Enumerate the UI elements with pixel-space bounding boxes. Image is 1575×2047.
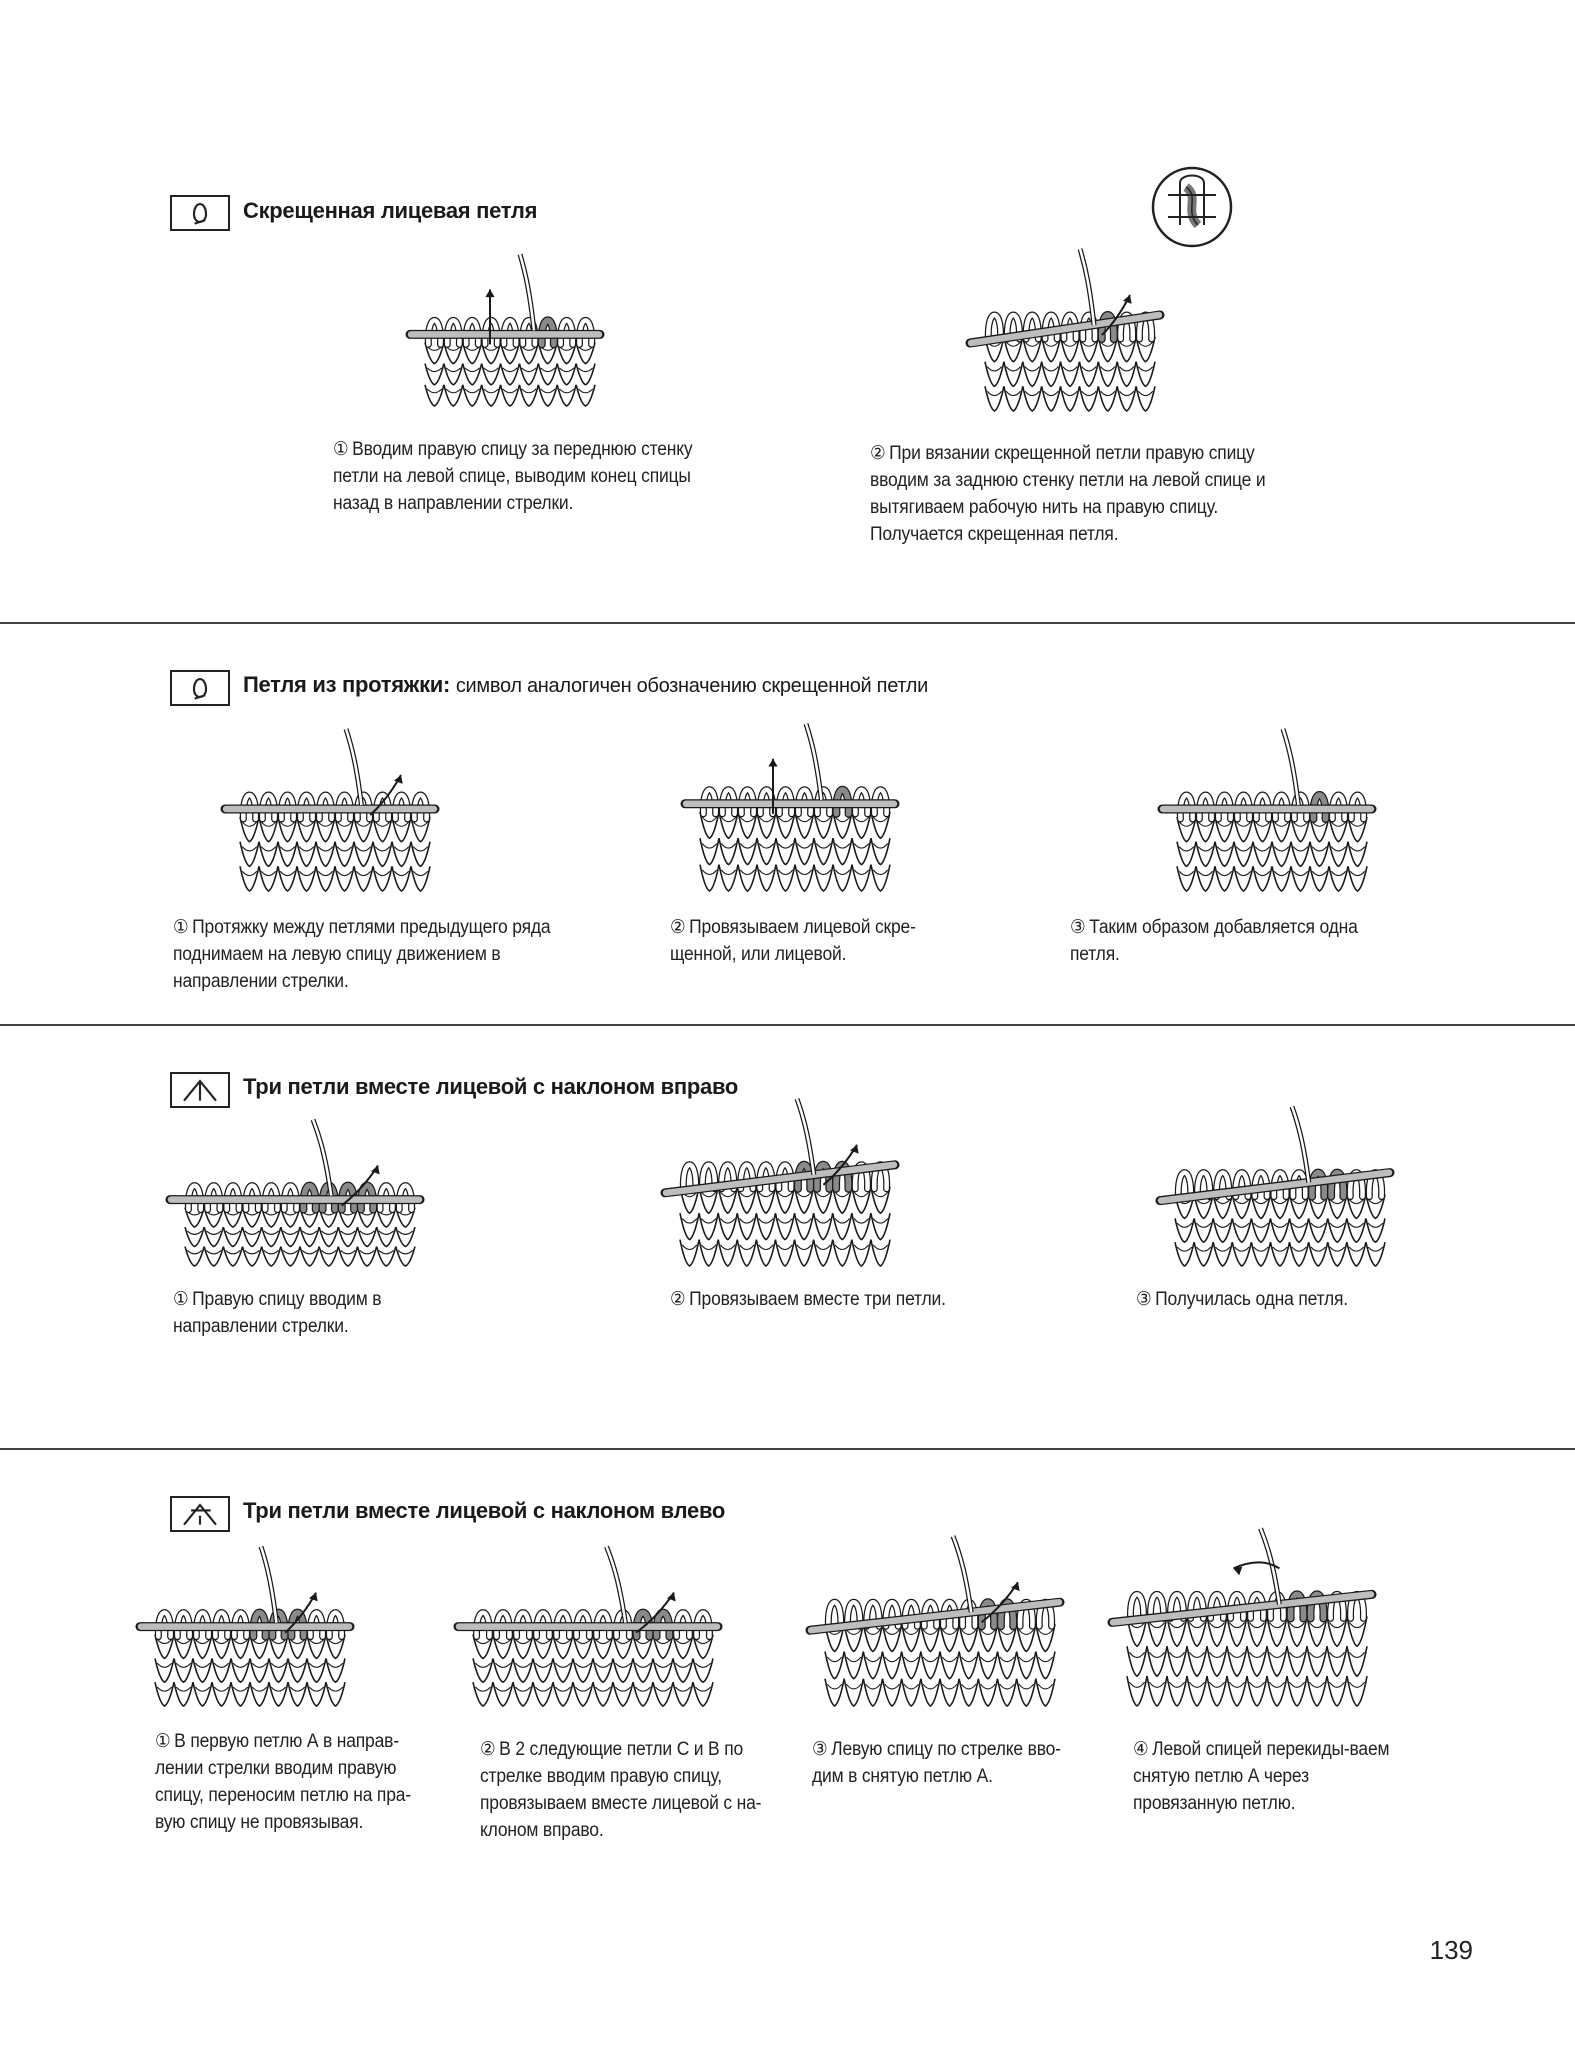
twisted-stitch-symbol-icon <box>170 195 230 231</box>
stitch-detail-circle-icon <box>1150 165 1234 249</box>
section-3-step-2: ② Провязываем вместе три петли. <box>670 1289 946 1310</box>
section-divider <box>0 622 1575 624</box>
section-2-step-1: ① Протяжку между петлями предыдущего ряда поднимаем на левую спицу движением в направлении стрелки. <box>173 917 551 992</box>
section-4-step-1: ① В первую петлю А в направ-лении стрелки вводим правую спицу, переносим петлю на пра-вую спицу не провязывая. <box>155 1731 411 1833</box>
illustration-3-1 <box>170 1150 430 1270</box>
section-3-title: Три петли вместе лицевой с наклоном вправо <box>243 1074 739 1099</box>
section-2-step-3: ③ Таким образом добавляется одна петля. <box>1070 917 1358 965</box>
illustration-2-2 <box>685 735 905 895</box>
section-divider <box>0 1448 1575 1450</box>
illustration-3-3 <box>1160 1125 1400 1270</box>
section-3-step-1: ① Правую спицу вводим в направлении стрелки. <box>173 1289 382 1337</box>
section-3-step-3: ③ Получилась одна петля. <box>1136 1289 1348 1310</box>
illustration-1-1 <box>410 280 610 410</box>
illustration-2-3 <box>1162 745 1382 895</box>
section-1-step-2: ② При вязании скрещенной петли правую спицу вводим за заднюю стенку петли на левой спице и вытягиваем рабочую нить на правую спицу. Получается скрещенная петля. <box>870 443 1266 545</box>
illustration-4-3 <box>810 1545 1070 1710</box>
section-4-step-2: ② В 2 следующие петли С и В по стрелке вводим правую спицу, провязываем вместе лицевой с на-клоном вправо. <box>480 1739 762 1841</box>
illustration-2-1 <box>225 745 445 895</box>
section-1-title: Скрещенная лицевая петля <box>243 198 538 223</box>
section-2-step-2: ② Провязываем лицевой скре-щенной, или лицевой. <box>670 917 916 965</box>
k3tog-right-symbol-icon <box>170 1072 230 1108</box>
illustration-1-2 <box>970 265 1170 415</box>
section-1-step-1: ① Вводим правую спицу за переднюю стенку петли на левой спице, выводим конец спицы назад в направлении стрелки. <box>333 439 693 514</box>
section-divider <box>0 1024 1575 1026</box>
illustration-4-2 <box>458 1565 728 1710</box>
section-2-title: Петля из протяжки: символ аналогичен обозначению скрещенной петли <box>243 672 929 697</box>
twisted-stitch-symbol-icon <box>170 670 230 706</box>
section-4-step-3: ③ Левую спицу по стрелке вво-дим в снятую петлю А. <box>812 1739 1061 1787</box>
illustration-3-2 <box>665 1110 905 1270</box>
section-4-step-4: ④ Левой спицей перекиды-ваем снятую петлю А через провязанную петлю. <box>1133 1739 1390 1814</box>
illustration-4-4 <box>1112 1530 1382 1710</box>
section-4-title: Три петли вместе лицевой с наклоном влево <box>243 1498 726 1523</box>
k3tog-left-symbol-icon <box>170 1496 230 1532</box>
illustration-4-1 <box>140 1565 360 1710</box>
page-number: 139 <box>1429 1935 1473 1965</box>
